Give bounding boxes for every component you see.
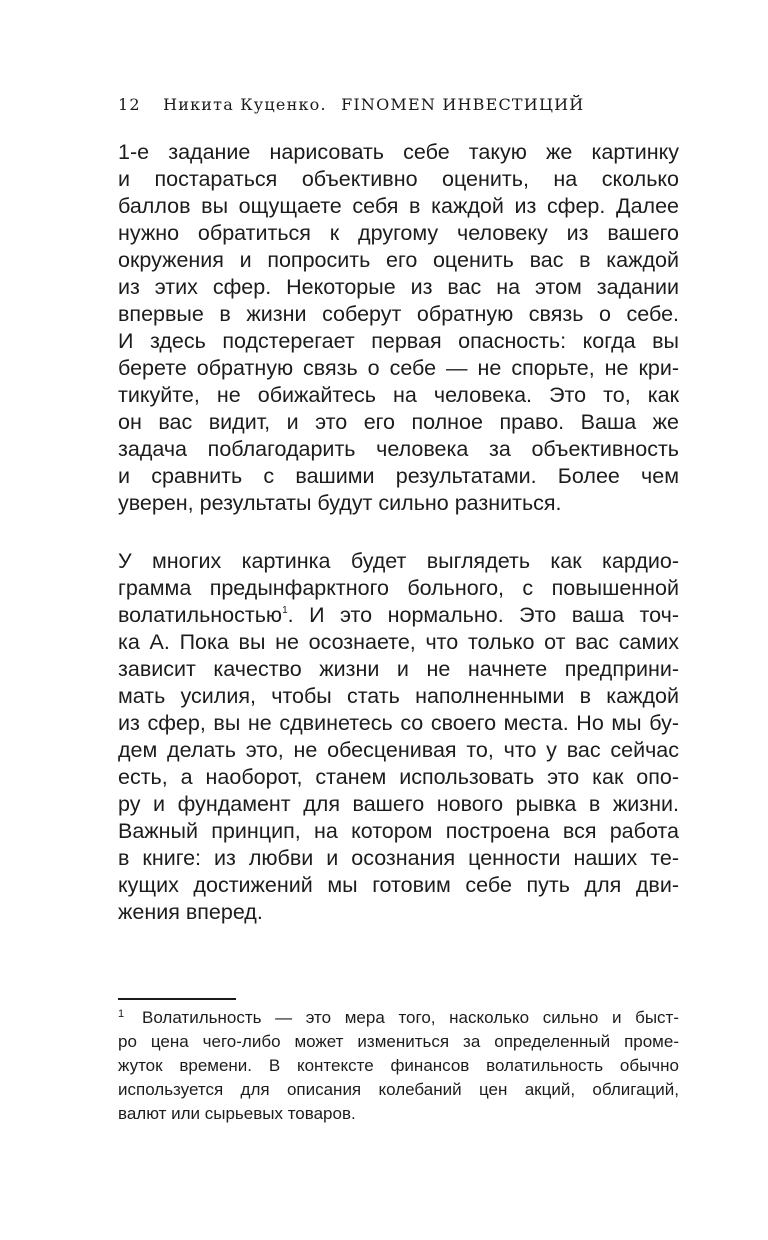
paragraph-2 <box>118 548 679 926</box>
footnote-line: валют или сырьевых товаров. <box>118 1104 356 1123</box>
footnote-text: Волатильность — это мера того, насколько сильно и быст- <box>142 1008 679 1027</box>
running-header <box>118 95 678 114</box>
author-name: Никита Куценко. <box>163 95 327 114</box>
text-line: зависит качество жизни и не начнете предприни- <box>118 657 679 681</box>
text-line: ка А. Пока вы не осознаете, что только от вас самих <box>118 630 679 654</box>
text-line: из этих сфер. Некоторые из вас на этом задании <box>118 275 679 299</box>
page-number: 12 <box>118 95 141 114</box>
text-segment: . И это нормально. Это ваша точ- <box>287 603 679 627</box>
text-line: уверен, результаты будут сильно разниться. <box>118 491 562 515</box>
text-line: есть, а наоборот, станем использовать это как опо- <box>118 765 679 789</box>
text-line: грамма предынфарктного больного, с повышенной <box>118 576 679 600</box>
text-line: нужно обратиться к другому человеку из вашего <box>118 221 679 245</box>
text-line: кущих достижений мы готовим себе путь для дви- <box>118 873 679 897</box>
footnote-line <box>118 1006 679 1030</box>
text-line: и сравнить с вашими результатами. Более чем <box>118 464 679 488</box>
text-line: баллов вы ощущаете себя в каждой из сфер. Далее <box>118 194 679 218</box>
text-line: берете обратную связь о себе — не спорьте, не кри- <box>118 356 679 380</box>
footnote-divider <box>118 998 236 1000</box>
text-line-with-footnote <box>118 602 679 629</box>
footnote-reference[interactable]: 1 <box>282 605 288 616</box>
footnote-line: ро цена чего-либо может измениться за определенный проме- <box>118 1032 679 1051</box>
text-line: впервые в жизни соберут обратную связь о себе. <box>118 302 679 326</box>
text-line: в книге: из любви и осознания ценности наших те- <box>118 846 679 870</box>
text-line: и постараться объективно оценить, на сколько <box>118 167 679 191</box>
footnote-line: используется для описания колебаний цен акций, облигаций, <box>118 1080 679 1099</box>
text-line: жения вперед. <box>118 900 263 924</box>
footnote <box>118 1006 679 1126</box>
text-line: мать усилия, чтобы стать наполненными в каждой <box>118 684 679 708</box>
text-line: ру и фундамент для вашего нового рывка в жизни. <box>118 792 679 816</box>
paragraph-1 <box>118 139 679 517</box>
text-line: У многих картинка будет выглядеть как кардио- <box>118 549 679 573</box>
text-line: И здесь подстерегает первая опасность: когда вы <box>118 329 679 353</box>
text-line: задача поблагодарить человека за объективность <box>118 437 679 461</box>
text-line: 1-е задание нарисовать себе такую же картинку <box>118 140 679 164</box>
text-line: дем делать это, не обесценивая то, что у вас сейчас <box>118 738 679 762</box>
text-line: Важный принцип, на котором построена вся работа <box>118 819 679 843</box>
text-line: из сфер, вы не сдвинетесь со своего места. Но мы бу- <box>118 711 679 735</box>
book-title: FINOMEN ИНВЕСТИЦИЙ <box>341 95 585 114</box>
footnote-line: жуток времени. В контексте финансов волатильность обычно <box>118 1056 679 1075</box>
text-line: окружения и попросить его оценить вас в каждой <box>118 248 679 272</box>
footnote-number: 1 <box>118 1008 125 1020</box>
text-line: он вас видит, и это его полное право. Ваша же <box>118 410 679 434</box>
text-segment: волатильностью <box>118 603 283 627</box>
text-line: тикуйте, не обижайтесь на человека. Это то, как <box>118 383 679 407</box>
